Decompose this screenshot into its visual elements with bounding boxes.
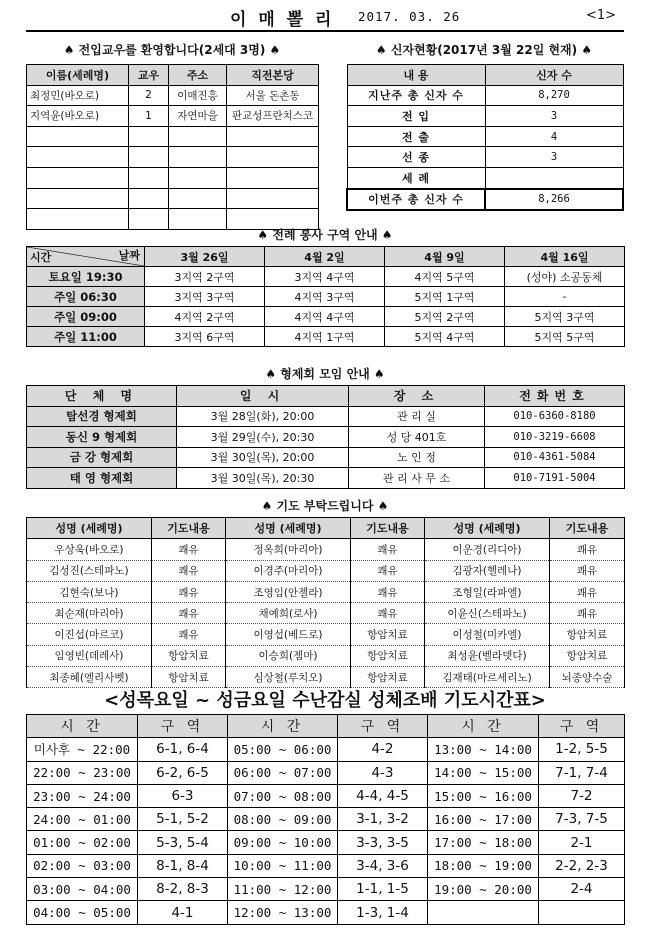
table-row — [27, 624, 625, 645]
table-cell — [227, 167, 319, 188]
table-cell: 이성철(미카엘) — [425, 624, 550, 645]
table-row — [27, 327, 625, 347]
table-cell: 4-2 — [338, 738, 428, 761]
table-cell: 이진섭(마르코) — [27, 624, 152, 645]
table-cell: 010-6360-8180 — [485, 406, 625, 427]
table-cell: 05:00 ~ 06:00 — [228, 738, 338, 761]
table-cell: 3지역 6구역 — [145, 327, 265, 347]
table-cell: 3 — [485, 106, 623, 127]
table-cell: 쾌유 — [152, 581, 226, 602]
table-cell: 항암치료 — [351, 645, 425, 666]
table-row — [27, 307, 625, 327]
column-header: 직전본당 — [227, 65, 319, 86]
table-cell: (성야) 소공동체 — [505, 267, 625, 287]
table-cell: 4지역 4구역 — [265, 307, 385, 327]
table-cell: 자연마을 — [169, 106, 227, 127]
table-cell: 4 — [485, 126, 623, 147]
table-row — [27, 539, 625, 560]
table-row — [347, 126, 623, 147]
table-cell — [27, 147, 129, 168]
column-header: 장 소 — [349, 386, 485, 407]
service-time: 주일 06:30 — [27, 287, 145, 307]
table-cell — [227, 188, 319, 209]
table-cell: 지역윤(바오로) — [27, 106, 129, 127]
table-cell: 3지역 4구역 — [265, 267, 385, 287]
table-cell: 판교성프란치스코 — [227, 106, 319, 127]
table-cell: 뇌종양수술 — [550, 667, 625, 688]
table-cell: 03:00 ~ 04:00 — [27, 878, 138, 901]
table-cell: 항암치료 — [351, 624, 425, 645]
table-cell: 1 — [129, 106, 169, 127]
table-cell: 선 종 — [347, 147, 485, 168]
table-cell: 4지역 1구역 — [265, 327, 385, 347]
table-cell: 전 입 — [347, 106, 485, 127]
table-cell: 2-4 — [539, 878, 625, 901]
table-cell: 채예희(로사) — [226, 603, 351, 624]
gatherings-title: ♠ 형제회 모임 안내 ♠ — [265, 367, 385, 381]
column-header: 시 간 — [228, 715, 338, 738]
table-cell: 항암치료 — [351, 667, 425, 688]
table-cell: 서울 돈촌동 — [227, 85, 319, 106]
column-header: 성명 (세례명) — [226, 518, 351, 539]
table-cell: 쾌유 — [152, 603, 226, 624]
column-header: 기도내용 — [550, 518, 625, 539]
believers-title: ♠ 신자현황(2017년 3월 22일 현재) ♠ — [375, 43, 593, 57]
table-cell: 항암치료 — [550, 645, 625, 666]
page-number: <1> — [585, 8, 616, 23]
table-row — [27, 603, 625, 624]
table-cell: 06:00 ~ 07:00 — [228, 761, 338, 784]
table-cell: 02:00 ~ 03:00 — [27, 854, 138, 877]
column-header: 시 간 — [428, 715, 539, 738]
table-row — [27, 808, 625, 831]
table-row — [347, 167, 623, 188]
table-cell — [27, 188, 129, 209]
header-rule — [26, 30, 624, 32]
table-cell: 관 리 사 무 소 — [349, 468, 485, 489]
table-cell: 임영빈(데레사) — [27, 645, 152, 666]
table-cell: 010-7191-5004 — [485, 468, 625, 489]
prayer-title: ♠ 기도 부탁드립니다 ♠ — [261, 499, 389, 513]
date-header: 4월 16일 — [505, 247, 625, 267]
table-cell: 이윤신(스테파노) — [425, 603, 550, 624]
table-cell: 조형일(라파엘) — [425, 581, 550, 602]
column-header: 시 간 — [27, 715, 138, 738]
column-header: 단 체 명 — [27, 386, 177, 407]
table-cell: 5-1, 5-2 — [138, 808, 228, 831]
table-cell: 쾌유 — [351, 539, 425, 560]
table-cell: 1-2, 5-5 — [539, 738, 625, 761]
column-header: 기도내용 — [351, 518, 425, 539]
corner-time-label: 시간 — [30, 251, 52, 264]
table-cell: 2-2, 2-3 — [539, 854, 625, 877]
table-cell: 8,270 — [485, 85, 623, 106]
column-header: 기도내용 — [152, 518, 226, 539]
table-row — [27, 901, 625, 924]
table-cell: 쾌유 — [550, 581, 625, 602]
table-cell: 쾌유 — [152, 560, 226, 581]
date-header: 4월 2일 — [265, 247, 385, 267]
table-cell: 5지역 4구역 — [385, 327, 505, 347]
table-row — [27, 878, 625, 901]
table-cell: 이승희(젬마) — [226, 645, 351, 666]
table-cell: 쾌유 — [152, 539, 226, 560]
table-cell: - — [505, 287, 625, 307]
column-header: 전화번호 — [485, 386, 625, 407]
table-cell — [27, 126, 129, 147]
table-cell: 7-1, 7-4 — [539, 761, 625, 784]
table-cell — [169, 167, 227, 188]
believers-table — [346, 64, 624, 211]
table-row — [27, 738, 625, 761]
table-cell: 3지역 2구역 — [145, 267, 265, 287]
corner-date-label: 날짜 — [118, 249, 140, 262]
table-cell: 이번주 총 신자 수 — [347, 189, 485, 211]
table-cell: 8,266 — [485, 189, 623, 211]
altar-title: ♠ 전례 봉사 구역 안내 ♠ — [257, 228, 393, 242]
gatherings-table — [26, 385, 625, 489]
table-cell: 11:00 ~ 12:00 — [228, 878, 338, 901]
table-cell — [129, 126, 169, 147]
altar-table — [26, 246, 625, 347]
column-header: 구 역 — [539, 715, 625, 738]
table-cell: 4-1 — [138, 901, 228, 924]
table-cell: 8-1, 8-4 — [138, 854, 228, 877]
altar-corner — [27, 247, 145, 267]
date-header: 3월 26일 — [145, 247, 265, 267]
table-cell: 5지역 2구역 — [385, 307, 505, 327]
table-cell: 금 강 형제회 — [27, 447, 177, 468]
column-header: 신자 수 — [485, 65, 623, 86]
table-cell: 3-1, 3-2 — [338, 808, 428, 831]
table-cell — [227, 126, 319, 147]
column-header: 성명 (세례명) — [27, 518, 152, 539]
table-cell: 3월 30일(목), 20:30 — [177, 468, 349, 489]
table-row — [27, 287, 625, 307]
table-cell: 7-3, 7-5 — [539, 808, 625, 831]
table-cell — [129, 147, 169, 168]
table-cell — [169, 147, 227, 168]
table-cell: 1-3, 1-4 — [338, 901, 428, 924]
table-row — [27, 667, 625, 688]
table-cell: 010-4361-5084 — [485, 447, 625, 468]
table-cell: 18:00 ~ 19:00 — [428, 854, 539, 877]
table-cell: 최정민(바오로) — [27, 85, 129, 106]
table-cell: 3-3, 3-5 — [338, 831, 428, 854]
table-row — [27, 447, 625, 468]
table-cell: 정옥희(마리아) — [226, 539, 351, 560]
table-cell: 이운경(리디아) — [425, 539, 550, 560]
table-row — [27, 126, 319, 147]
table-row — [347, 106, 623, 127]
table-row — [27, 645, 625, 666]
table-cell: 항암치료 — [550, 624, 625, 645]
table-row — [27, 581, 625, 602]
table-cell: 미사후 ~ 22:00 — [27, 738, 138, 761]
table-cell: 7-2 — [539, 784, 625, 807]
column-header: 일 시 — [177, 386, 349, 407]
table-cell: 쾌유 — [550, 539, 625, 560]
table-cell — [227, 147, 319, 168]
table-row — [27, 147, 319, 168]
table-cell — [27, 167, 129, 188]
service-time: 토요일 19:30 — [27, 267, 145, 287]
table-cell: 2-1 — [539, 831, 625, 854]
table-row — [347, 85, 623, 106]
table-cell: 쾌유 — [152, 624, 226, 645]
table-cell: 세 례 — [347, 167, 485, 188]
table-cell: 2 — [129, 85, 169, 106]
table-cell: 4지역 3구역 — [265, 287, 385, 307]
table-cell: 4-4, 4-5 — [338, 784, 428, 807]
table-cell: 지난주 총 신자 수 — [347, 85, 485, 106]
table-cell: 최종혜(엘리사벳) — [27, 667, 152, 688]
table-cell: 전 출 — [347, 126, 485, 147]
table-cell: 김광자(헬레나) — [425, 560, 550, 581]
table-row — [27, 560, 625, 581]
table-cell: 심상철(루치오) — [226, 667, 351, 688]
table-row — [27, 167, 319, 188]
table-cell: 쾌유 — [550, 603, 625, 624]
table-cell: 성 당 401호 — [349, 427, 485, 448]
table-cell: 6-2, 6-5 — [138, 761, 228, 784]
table-cell: 5-3, 5-4 — [138, 831, 228, 854]
table-cell: 09:00 ~ 10:00 — [228, 831, 338, 854]
bulletin-date: 2017. 03. 26 — [358, 9, 461, 24]
table-cell: 김성진(스테파노) — [27, 560, 152, 581]
table-cell: 항암치료 — [152, 645, 226, 666]
table-cell: 17:00 ~ 18:00 — [428, 831, 539, 854]
table-row — [347, 147, 623, 168]
table-cell: 01:00 ~ 02:00 — [27, 831, 138, 854]
table-cell: 12:00 ~ 13:00 — [228, 901, 338, 924]
table-cell: 3월 30일(목), 20:00 — [177, 447, 349, 468]
table-cell: 14:00 ~ 15:00 — [428, 761, 539, 784]
table-cell — [428, 901, 539, 924]
column-header: 교우 — [129, 65, 169, 86]
table-cell: 15:00 ~ 16:00 — [428, 784, 539, 807]
table-cell — [169, 126, 227, 147]
adoration-title: <성목요일 ~ 성금요일 수난감실 성체조배 기도시간표> — [104, 690, 546, 711]
table-cell: 이영섭(베드로) — [226, 624, 351, 645]
table-cell: 4-3 — [338, 761, 428, 784]
table-row — [27, 784, 625, 807]
table-cell: 16:00 ~ 17:00 — [428, 808, 539, 831]
table-cell: 노 인 정 — [349, 447, 485, 468]
table-cell — [539, 901, 625, 924]
column-header: 구 역 — [338, 715, 428, 738]
table-cell: 이경주(마리아) — [226, 560, 351, 581]
table-cell — [169, 188, 227, 209]
table-cell: 동신 9 형제회 — [27, 427, 177, 448]
date-header: 4월 9일 — [385, 247, 505, 267]
welcome-table — [26, 64, 319, 230]
table-cell: 08:00 ~ 09:00 — [228, 808, 338, 831]
column-header: 이름(세례명) — [27, 65, 129, 86]
table-row — [27, 761, 625, 784]
table-cell — [129, 167, 169, 188]
table-cell: 3-4, 3-6 — [338, 854, 428, 877]
table-cell — [129, 188, 169, 209]
column-header: 성명 (세례명) — [425, 518, 550, 539]
table-cell: 6-3 — [138, 784, 228, 807]
table-cell: 13:00 ~ 14:00 — [428, 738, 539, 761]
table-cell: 24:00 ~ 01:00 — [27, 808, 138, 831]
table-cell: 관 리 실 — [349, 406, 485, 427]
table-cell: 19:00 ~ 20:00 — [428, 878, 539, 901]
table-cell: 22:00 ~ 23:00 — [27, 761, 138, 784]
table-cell: 4지역 5구역 — [385, 267, 505, 287]
bulletin-title: 이 매 뽈 리 — [230, 10, 335, 30]
table-cell: 04:00 ~ 05:00 — [27, 901, 138, 924]
table-cell: 태 영 형제회 — [27, 468, 177, 489]
table-row — [27, 854, 625, 877]
table-cell: 23:00 ~ 24:00 — [27, 784, 138, 807]
table-row — [27, 831, 625, 854]
table-cell: 5지역 3구역 — [505, 307, 625, 327]
table-cell: 3월 28일(화), 20:00 — [177, 406, 349, 427]
table-cell: 항암치료 — [152, 667, 226, 688]
table-row — [27, 188, 319, 209]
table-cell: 이매진흥 — [169, 85, 227, 106]
column-header: 구 역 — [138, 715, 228, 738]
table-cell: 10:00 ~ 11:00 — [228, 854, 338, 877]
table-row — [27, 267, 625, 287]
table-row — [27, 406, 625, 427]
table-cell: 쾌유 — [550, 560, 625, 581]
table-cell: 8-2, 8-3 — [138, 878, 228, 901]
table-cell: 5지역 5구역 — [505, 327, 625, 347]
table-cell — [485, 167, 623, 188]
table-cell: 쾌유 — [351, 560, 425, 581]
service-time: 주일 11:00 — [27, 327, 145, 347]
table-cell: 김재태(마르세리노) — [425, 667, 550, 688]
table-row — [27, 427, 625, 448]
table-cell: 6-1, 6-4 — [138, 738, 228, 761]
header — [26, 3, 624, 31]
table-row — [27, 106, 319, 127]
prayer-table — [26, 517, 625, 688]
table-cell: 우상욱(바오로) — [27, 539, 152, 560]
table-cell: 쾌유 — [351, 581, 425, 602]
welcome-title: ♠ 전입교우를 환영합니다(2세대 3명) ♠ — [63, 43, 281, 57]
table-row — [27, 85, 319, 106]
service-time: 주일 09:00 — [27, 307, 145, 327]
table-cell: 최성윤(벨라뎃다) — [425, 645, 550, 666]
table-cell: 최순재(마리아) — [27, 603, 152, 624]
adoration-table — [26, 714, 625, 925]
table-cell: 김현숙(보나) — [27, 581, 152, 602]
column-header: 주소 — [169, 65, 227, 86]
table-cell: 탐선경 형제회 — [27, 406, 177, 427]
table-cell: 010-3219-6608 — [485, 427, 625, 448]
table-cell: 4지역 2구역 — [145, 307, 265, 327]
table-row — [27, 468, 625, 489]
table-cell: 3지역 3구역 — [145, 287, 265, 307]
table-cell: 5지역 1구역 — [385, 287, 505, 307]
column-header: 내 용 — [347, 65, 485, 86]
table-cell: 3월 29일(수), 20:30 — [177, 427, 349, 448]
table-cell: 07:00 ~ 08:00 — [228, 784, 338, 807]
table-cell: 쾌유 — [351, 603, 425, 624]
table-cell: 3 — [485, 147, 623, 168]
table-cell: 1-1, 1-5 — [338, 878, 428, 901]
table-row — [347, 189, 623, 211]
table-cell: 조영임(안젤라) — [226, 581, 351, 602]
